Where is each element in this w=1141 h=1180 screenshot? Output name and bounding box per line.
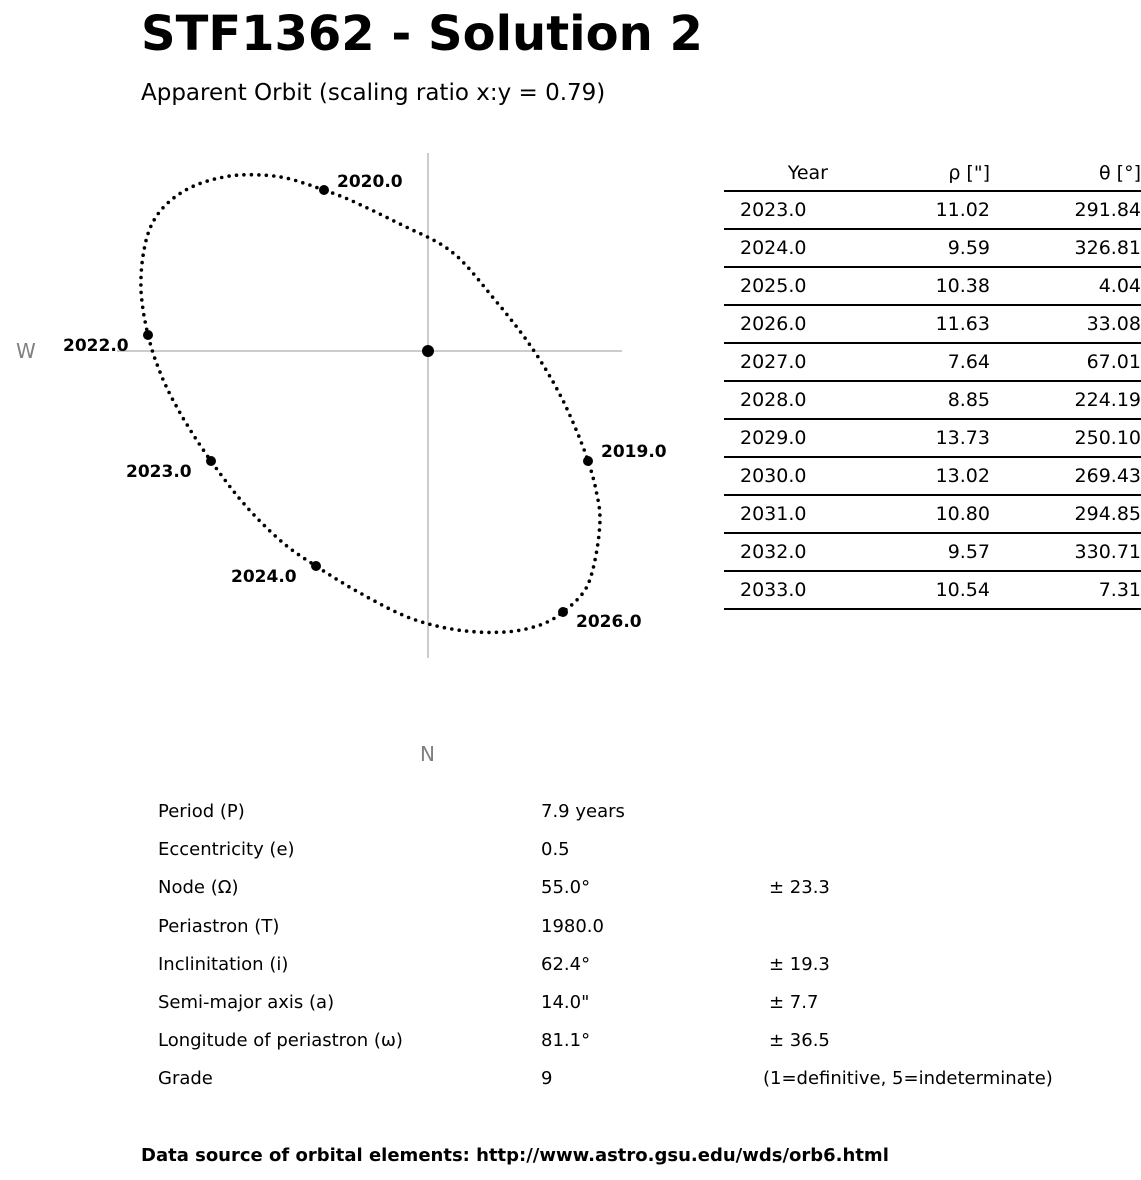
orbit-dot bbox=[584, 586, 588, 590]
cell-theta: 250.10 bbox=[990, 419, 1141, 457]
orbit-dot bbox=[598, 521, 602, 525]
orbit-dot bbox=[532, 625, 536, 629]
orbit-dot bbox=[331, 191, 335, 195]
page-title: STF1362 - Solution 2 bbox=[141, 6, 703, 62]
orbit-dot bbox=[143, 246, 147, 250]
orbit-dot bbox=[227, 174, 231, 178]
orbit-dot bbox=[392, 219, 396, 223]
orbit-dot bbox=[140, 261, 144, 265]
element-name: Node (Ω) bbox=[158, 877, 239, 899]
orbit-dot bbox=[380, 603, 384, 607]
orbit-dot bbox=[279, 539, 283, 543]
orbit-dot bbox=[235, 173, 239, 177]
table-row bbox=[724, 381, 1141, 419]
orbit-dot bbox=[219, 473, 223, 477]
orbit-dot bbox=[224, 479, 228, 483]
element-name: Semi-major axis (a) bbox=[158, 991, 335, 1013]
orbit-dot bbox=[146, 232, 150, 236]
cell-theta: 67.01 bbox=[990, 343, 1141, 381]
orbit-dot bbox=[386, 606, 390, 610]
cell-theta: 291.84 bbox=[990, 191, 1141, 229]
cell-year: 2030.0 bbox=[724, 457, 844, 495]
orbit-dot bbox=[596, 499, 600, 503]
orbit-dot bbox=[263, 524, 267, 528]
orbit-dot bbox=[595, 551, 599, 555]
column-header-rho: ρ ["] bbox=[844, 155, 990, 191]
orbit-dot bbox=[385, 216, 389, 220]
orbit-dot bbox=[519, 330, 523, 334]
orbit-plot bbox=[0, 140, 700, 780]
cell-rho: 10.80 bbox=[844, 495, 990, 533]
epoch-point-2026 bbox=[558, 607, 568, 617]
orbit-dot bbox=[247, 508, 251, 512]
orbit-dot bbox=[528, 342, 532, 346]
orbit-dot bbox=[571, 421, 575, 425]
orbit-dot bbox=[143, 320, 147, 324]
orbit-dot bbox=[322, 569, 326, 573]
orbit-dot bbox=[301, 181, 305, 185]
column-header-year: Year bbox=[724, 155, 844, 191]
cell-theta: 330.71 bbox=[990, 533, 1141, 571]
orbit-dot bbox=[152, 218, 156, 222]
element-value: 55.0° bbox=[541, 877, 591, 899]
orbit-dot bbox=[358, 203, 362, 207]
orbit-dot bbox=[439, 242, 443, 246]
orbit-dot bbox=[252, 513, 256, 517]
orbit-dot bbox=[544, 367, 548, 371]
orbit-dot bbox=[257, 173, 261, 177]
element-name: Period (P) bbox=[158, 801, 245, 822]
cell-theta: 33.08 bbox=[990, 305, 1141, 343]
orbit-dot bbox=[191, 184, 195, 188]
orbit-dot bbox=[308, 183, 312, 187]
orbit-dot bbox=[400, 613, 404, 617]
orbit-dot bbox=[303, 557, 307, 561]
orbit-dot bbox=[428, 623, 432, 627]
orbit-dot bbox=[524, 627, 528, 631]
orbit-dot bbox=[551, 380, 555, 384]
element-value: 9 bbox=[541, 1068, 553, 1090]
orbit-dot bbox=[360, 592, 364, 596]
cell-theta: 224.19 bbox=[990, 381, 1141, 419]
orbit-dot bbox=[334, 577, 338, 581]
orbit-dot bbox=[510, 630, 514, 634]
orbit-dot bbox=[185, 188, 189, 192]
orbit-dot bbox=[450, 627, 454, 631]
orbit-dot bbox=[592, 565, 596, 569]
orbit-dot bbox=[315, 186, 319, 190]
cell-rho: 13.73 bbox=[844, 419, 990, 457]
epoch-point-2023 bbox=[206, 456, 216, 466]
orbit-dot bbox=[495, 631, 499, 635]
table-row bbox=[724, 457, 1141, 495]
orbit-dot bbox=[161, 206, 165, 210]
epoch-point-2019 bbox=[583, 456, 593, 466]
cell-theta: 269.43 bbox=[990, 457, 1141, 495]
element-error: ± 7.7 bbox=[769, 991, 819, 1013]
epoch-point-2024 bbox=[311, 561, 321, 571]
orbit-dot bbox=[500, 307, 504, 311]
element-value: 14.0" bbox=[541, 991, 590, 1013]
orbit-dot bbox=[462, 261, 466, 265]
orbit-dot bbox=[167, 391, 171, 395]
orbit-dot bbox=[582, 448, 586, 452]
orbit-dot bbox=[139, 291, 143, 295]
orbit-dot bbox=[592, 477, 596, 481]
orbit-dot bbox=[523, 336, 527, 340]
orbit-dot bbox=[294, 179, 298, 183]
orbit-dot bbox=[432, 239, 436, 243]
orbit-dot bbox=[189, 430, 193, 434]
orbit-dot bbox=[399, 222, 403, 226]
element-name: Eccentricity (e) bbox=[158, 839, 295, 861]
table-row bbox=[724, 305, 1141, 343]
orbit-dot bbox=[559, 394, 563, 398]
cell-rho: 10.54 bbox=[844, 571, 990, 609]
orbit-dot bbox=[445, 246, 449, 250]
cell-rho: 13.02 bbox=[844, 457, 990, 495]
orbit-dot bbox=[272, 174, 276, 178]
orbit-dot bbox=[273, 534, 277, 538]
orbit-dot bbox=[174, 404, 178, 408]
cell-rho: 11.63 bbox=[844, 305, 990, 343]
orbit-dot bbox=[496, 301, 500, 305]
orbit-dot bbox=[354, 589, 358, 593]
orbit-dot bbox=[297, 553, 301, 557]
orbit-dot bbox=[517, 629, 521, 633]
orbit-dot bbox=[588, 579, 592, 583]
orbit-dot bbox=[328, 573, 332, 577]
orbit-dot bbox=[161, 377, 165, 381]
orbit-dot bbox=[595, 491, 599, 495]
orbit-dot bbox=[575, 598, 579, 602]
cell-year: 2033.0 bbox=[724, 571, 844, 609]
data-source-note: Data source of orbital elements: http://www.astro.gsu.edu/wds/orb6.html bbox=[141, 1145, 889, 1166]
orbit-dot bbox=[373, 599, 377, 603]
table-row bbox=[724, 533, 1141, 571]
element-value: 0.5 bbox=[541, 839, 570, 861]
orbit-dot bbox=[590, 572, 594, 576]
orbit-dot bbox=[419, 232, 423, 236]
orbit-dot bbox=[285, 544, 289, 548]
cell-theta: 7.31 bbox=[990, 571, 1141, 609]
cell-rho: 9.59 bbox=[844, 229, 990, 267]
orbit-dot bbox=[552, 617, 556, 621]
orbit-dot bbox=[205, 179, 209, 183]
orbit-dot bbox=[536, 355, 540, 359]
table-row bbox=[724, 343, 1141, 381]
north-label: N bbox=[420, 742, 435, 766]
orbit-dot bbox=[465, 629, 469, 633]
column-header-theta: θ [°] bbox=[990, 155, 1141, 191]
orbit-dot bbox=[580, 592, 584, 596]
orbit-dot bbox=[555, 387, 559, 391]
orbit-dot bbox=[505, 313, 509, 317]
orbit-dot bbox=[291, 549, 295, 553]
orbit-dot bbox=[405, 226, 409, 230]
element-error: ± 23.3 bbox=[769, 877, 830, 899]
orbit-dot bbox=[486, 290, 490, 294]
orbit-dot bbox=[598, 506, 602, 510]
orbit-dot bbox=[140, 268, 144, 272]
epoch-label-2022: 2022.0 bbox=[63, 336, 129, 356]
orbit-dot bbox=[487, 631, 491, 635]
orbit-dot bbox=[149, 225, 153, 229]
orbit-dot bbox=[467, 267, 471, 271]
orbit-dot bbox=[598, 528, 602, 532]
cell-year: 2031.0 bbox=[724, 495, 844, 533]
orbit-dot bbox=[472, 272, 476, 276]
orbit-dot bbox=[341, 581, 345, 585]
orbit-dot bbox=[250, 173, 254, 177]
orbit-dot bbox=[158, 370, 162, 374]
epoch-point-2022 bbox=[143, 330, 153, 340]
orbit-dot bbox=[472, 630, 476, 634]
orbit-dot bbox=[568, 414, 572, 418]
orbit-dot bbox=[367, 596, 371, 600]
cell-year: 2023.0 bbox=[724, 191, 844, 229]
orbit-dot bbox=[140, 298, 144, 302]
element-name: Inclinitation (i) bbox=[158, 953, 289, 975]
orbit-dot bbox=[141, 306, 145, 310]
orbit-dot bbox=[491, 295, 495, 299]
element-name: Periastron (T) bbox=[158, 915, 280, 937]
west-label: W bbox=[16, 339, 36, 363]
epoch-label-2026: 2026.0 bbox=[576, 612, 642, 632]
orbit-dot bbox=[144, 239, 148, 243]
orbit-dot bbox=[193, 436, 197, 440]
orbit-dot bbox=[178, 411, 182, 415]
cell-year: 2029.0 bbox=[724, 419, 844, 457]
epoch-label-2024: 2024.0 bbox=[231, 567, 297, 587]
orbit-dot bbox=[287, 177, 291, 181]
orbit-dot bbox=[233, 491, 237, 495]
orbit-dot bbox=[477, 278, 481, 282]
orbit-dot bbox=[279, 175, 283, 179]
orbit-dot bbox=[393, 610, 397, 614]
orbit-dot bbox=[379, 213, 383, 217]
orbit-dot bbox=[167, 201, 171, 205]
orbit-dot bbox=[202, 448, 206, 452]
orbit-dot bbox=[157, 212, 161, 216]
epoch-markers bbox=[63, 172, 667, 632]
orbit-dot bbox=[365, 206, 369, 210]
primary-star bbox=[422, 345, 434, 357]
orbit-dot bbox=[570, 603, 574, 607]
orbit-dot bbox=[435, 624, 439, 628]
cell-rho: 9.57 bbox=[844, 533, 990, 571]
orbit-dot bbox=[139, 276, 143, 280]
epoch-label-2023: 2023.0 bbox=[126, 462, 192, 482]
orbit-dot bbox=[347, 585, 351, 589]
orbit-dot bbox=[372, 209, 376, 213]
orbit-dot bbox=[502, 630, 506, 634]
table-row bbox=[724, 419, 1141, 457]
table-header-row bbox=[724, 155, 1141, 191]
orbit-dot bbox=[213, 177, 217, 181]
orbit-dot bbox=[596, 543, 600, 547]
epoch-label-2020: 2020.0 bbox=[337, 172, 403, 192]
element-value: 81.1° bbox=[541, 1030, 591, 1052]
cell-rho: 8.85 bbox=[844, 381, 990, 419]
cell-year: 2028.0 bbox=[724, 381, 844, 419]
orbit-dot bbox=[164, 384, 168, 388]
orbit-dot bbox=[171, 397, 175, 401]
orbit-dot bbox=[139, 283, 143, 287]
orbit-dot bbox=[156, 363, 160, 367]
chart-subtitle: Apparent Orbit (scaling ratio x:y = 0.79) bbox=[141, 80, 606, 106]
ephemeris-table bbox=[724, 155, 1141, 610]
orbit-dot bbox=[593, 558, 597, 562]
table-row bbox=[724, 229, 1141, 267]
cell-year: 2025.0 bbox=[724, 267, 844, 305]
orbit-dot bbox=[186, 423, 190, 427]
orbit-dot bbox=[141, 253, 145, 257]
table-row bbox=[724, 191, 1141, 229]
epoch-label-2019: 2019.0 bbox=[601, 442, 667, 462]
orbit-dot bbox=[532, 349, 536, 353]
table-row bbox=[724, 267, 1141, 305]
orbit-dot bbox=[539, 623, 543, 627]
orbit-dot bbox=[242, 502, 246, 506]
orbit-dot bbox=[443, 626, 447, 630]
element-value: 62.4° bbox=[541, 953, 591, 975]
orbit-dot bbox=[172, 196, 176, 200]
orbit-dot bbox=[228, 485, 232, 489]
cell-theta: 294.85 bbox=[990, 495, 1141, 533]
orbit-dot bbox=[149, 342, 153, 346]
orbit-dot bbox=[548, 374, 552, 378]
orbit-dot bbox=[510, 319, 514, 323]
cell-rho: 10.38 bbox=[844, 267, 990, 305]
orbit-dot bbox=[352, 200, 356, 204]
cell-theta: 326.81 bbox=[990, 229, 1141, 267]
cell-year: 2027.0 bbox=[724, 343, 844, 381]
element-name: Longitude of periastron (ω) bbox=[158, 1030, 403, 1052]
orbit-dot bbox=[414, 618, 418, 622]
orbit-dot bbox=[338, 194, 342, 198]
orbit-dot bbox=[514, 324, 518, 328]
orbit-dot bbox=[220, 176, 224, 180]
element-value: 7.9 years bbox=[541, 801, 625, 822]
orbit-dot bbox=[142, 313, 146, 317]
orbit-dot bbox=[182, 417, 186, 421]
orbit-dot bbox=[151, 349, 155, 353]
orbit-dot bbox=[590, 470, 594, 474]
orbit-dot bbox=[268, 529, 272, 533]
cell-year: 2032.0 bbox=[724, 533, 844, 571]
table-row bbox=[724, 495, 1141, 533]
element-error: ± 19.3 bbox=[769, 953, 830, 975]
orbit-dot bbox=[265, 174, 269, 178]
orbit-dot bbox=[577, 434, 581, 438]
orbit-dot bbox=[407, 616, 411, 620]
orbit-dot bbox=[457, 256, 461, 260]
cell-rho: 7.64 bbox=[844, 343, 990, 381]
orbit-dot bbox=[178, 192, 182, 196]
orbit-dot bbox=[412, 229, 416, 233]
orbit-dot bbox=[198, 182, 202, 186]
orbit-dot bbox=[237, 496, 241, 500]
orbit-dot bbox=[198, 442, 202, 446]
orbit-dot bbox=[451, 251, 455, 255]
orbit-dot bbox=[153, 356, 157, 360]
orbit-dot bbox=[540, 361, 544, 365]
orbit-dot bbox=[215, 467, 219, 471]
element-error: ± 36.5 bbox=[769, 1030, 830, 1052]
orbit-dot bbox=[593, 484, 597, 488]
orbit-dot bbox=[242, 173, 246, 177]
cell-year: 2024.0 bbox=[724, 229, 844, 267]
orbit-dot bbox=[597, 536, 601, 540]
orbit-dot bbox=[457, 628, 461, 632]
orbit-dot bbox=[574, 427, 578, 431]
epoch-point-2020 bbox=[319, 185, 329, 195]
element-name: Grade bbox=[158, 1068, 213, 1090]
orbit-dot bbox=[481, 284, 485, 288]
orbit-dot bbox=[480, 630, 484, 634]
orbit-dot bbox=[257, 519, 261, 523]
orbit-dot bbox=[580, 441, 584, 445]
element-note: (1=definitive, 5=indeterminate) bbox=[763, 1068, 1053, 1090]
orbit-dot bbox=[598, 513, 602, 517]
orbit-dot bbox=[546, 620, 550, 624]
orbit-path bbox=[139, 173, 602, 634]
cell-year: 2026.0 bbox=[724, 305, 844, 343]
orbit-dot bbox=[426, 235, 430, 239]
orbit-dot bbox=[562, 400, 566, 404]
orbit-dot bbox=[345, 197, 349, 201]
cell-theta: 4.04 bbox=[990, 267, 1141, 305]
element-value: 1980.0 bbox=[541, 915, 604, 937]
cell-rho: 11.02 bbox=[844, 191, 990, 229]
orbit-dot bbox=[421, 621, 425, 625]
orbit-dot bbox=[565, 407, 569, 411]
table-row bbox=[724, 571, 1141, 609]
